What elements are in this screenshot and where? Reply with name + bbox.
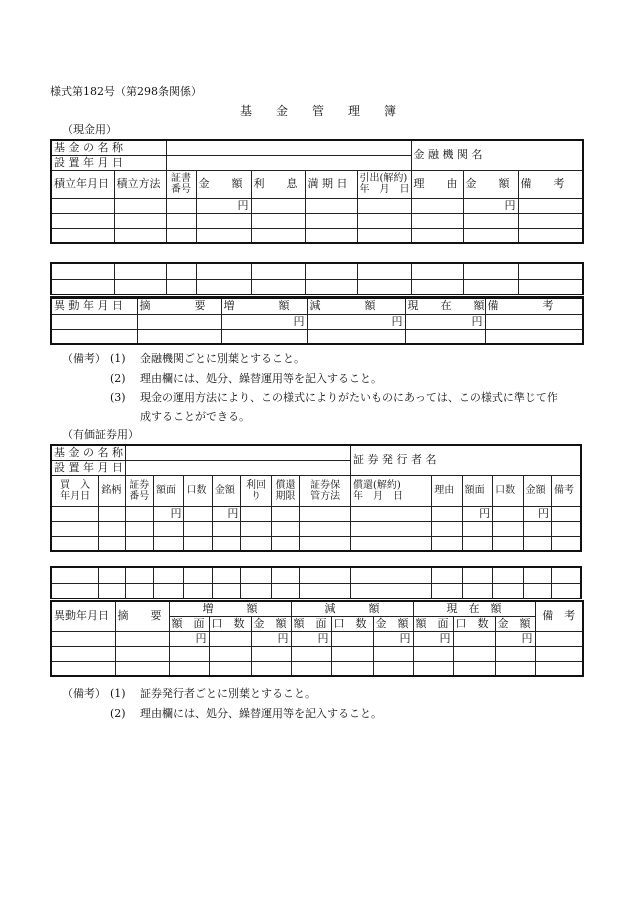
fund-name-value[interactable] [125,445,350,460]
cash-ledger-table-1 [50,139,584,244]
col-header: 額面 [154,475,184,506]
col-header: 金 額 [196,170,251,198]
securities-ledger-table-3 [50,600,584,677]
table-row [51,567,581,583]
col-header: 摘 要 [137,298,221,314]
table-row [51,536,581,551]
col-header: 口 数 [331,616,373,631]
col-header: 減 額 [291,601,413,616]
securities-notes-label: （備考） [62,687,106,700]
col-header: 買 入 年月日 [51,475,99,506]
col-header: 償還(解約) 年 月 日 [351,475,432,506]
col-header: 利回 り [241,475,271,506]
col-header: 積立年月日 [51,170,114,198]
col-header: 額 面 [169,616,209,631]
note-text: 証券発行者ごとに別葉とすること。 [140,687,316,700]
col-header: 口数 [493,475,523,506]
note-text: 現金の運用方法により、この様式によりがたいものにあっては、この様式に準じて作 [140,391,558,404]
cash-section-label: （現金用） [62,123,117,136]
col-header: 増 額 [169,601,291,616]
bank-name-label: 金 融 機 関 名 [413,148,483,162]
col-header: 利 息 [251,170,305,198]
col-header: 銘柄 [99,475,125,506]
col-header: 増 額 [221,298,307,314]
note-text: 金融機関ごとに別葉とすること。 [140,352,305,365]
securities-ledger-table-2 [50,566,582,601]
note-number: (2) [110,707,126,720]
note-text: 成することができる。 [140,410,250,423]
cash-ledger-table-3 [50,297,584,345]
col-header: 備 考 [518,170,583,198]
yen-unit: 円 [495,631,535,646]
yen-unit: 円 [463,198,518,213]
table-row [51,198,583,213]
col-header: 引出(解約) 年 月 日 [357,170,411,198]
issuer-name-label: 証 券 発 行 者 名 [353,453,437,467]
col-header: 口数 [184,475,212,506]
page-title: 基 金 管 理 簿 [240,104,397,118]
yen-unit: 円 [405,314,485,329]
col-header: 金額 [212,475,240,506]
fund-name-value[interactable] [166,140,411,155]
col-header: 額面 [462,475,492,506]
yen-unit: 円 [196,198,251,213]
col-header: 口 数 [209,616,251,631]
col-header: 満 期 日 [305,170,357,198]
col-header: 証券 番号 [125,475,153,506]
yen-unit: 円 [373,631,413,646]
cash-ledger-table-2 [50,262,584,297]
table-row [51,646,583,661]
yen-unit: 円 [523,506,551,521]
table-row [51,329,583,344]
table-row [51,228,583,243]
col-header: 異 動 年 月 日 [51,298,137,314]
table-row [51,631,583,646]
established-date-value[interactable] [125,460,350,475]
col-header: 金 額 [373,616,413,631]
established-date-label: 設 置 年 月 日 [51,155,166,170]
yen-unit: 円 [413,631,453,646]
col-header: 証書 番号 [166,170,196,198]
yen-unit: 円 [291,631,331,646]
cash-notes-label: （備考） [62,352,106,365]
col-header: 備 考 [535,601,583,631]
col-header: 金 額 [463,170,518,198]
established-date-value[interactable] [166,155,411,170]
yen-unit: 円 [169,631,209,646]
col-header: 理由 [432,475,462,506]
col-header: 金 額 [251,616,291,631]
yen-unit: 円 [212,506,240,521]
col-header: 備 考 [485,298,583,314]
col-header: 証券保 管方法 [300,475,351,506]
yen-unit: 円 [307,314,405,329]
fund-name-label: 基 金 の 名 称 [51,140,166,155]
note-text: 理由欄には、処分、繰替運用等を記入すること。 [140,707,382,720]
col-header: 摘 要 [115,601,169,631]
table-row [51,661,583,676]
yen-unit: 円 [251,631,291,646]
col-header: 金 額 [495,616,535,631]
col-header: 金額 [523,475,551,506]
yen-unit: 円 [221,314,307,329]
col-header: 額 面 [291,616,331,631]
col-header: 備考 [552,475,582,506]
table-row [51,213,583,228]
table-row [51,506,581,521]
fund-name-label: 基 金 の 名 称 [51,445,125,460]
table-row [51,263,583,279]
table-row [51,583,581,599]
col-header: 償還 期限 [271,475,299,506]
note-number: (1) [110,687,126,700]
table-row [51,279,583,295]
col-header: 理 由 [411,170,463,198]
securities-section-label: （有価証券用） [62,428,139,441]
securities-ledger-table-1 [50,444,582,552]
note-number: (3) [110,391,126,404]
col-header: 積立方法 [114,170,166,198]
yen-unit: 円 [154,506,184,521]
yen-unit: 円 [462,506,492,521]
form-number: 様式第182号（第298条関係） [50,85,202,98]
col-header: 異動年月日 [51,601,115,631]
note-text: 理由欄には、処分、繰替運用等を記入すること。 [140,372,382,385]
note-number: (1) [110,352,126,365]
col-header: 額 面 [413,616,453,631]
col-header: 口 数 [453,616,495,631]
table-row [51,521,581,536]
table-row [51,314,583,329]
note-number: (2) [110,372,126,385]
col-header: 現 在 額 [405,298,485,314]
col-header: 減 額 [307,298,405,314]
col-header: 現 在 額 [413,601,535,616]
established-date-label: 設 置 年 月 日 [51,460,125,475]
